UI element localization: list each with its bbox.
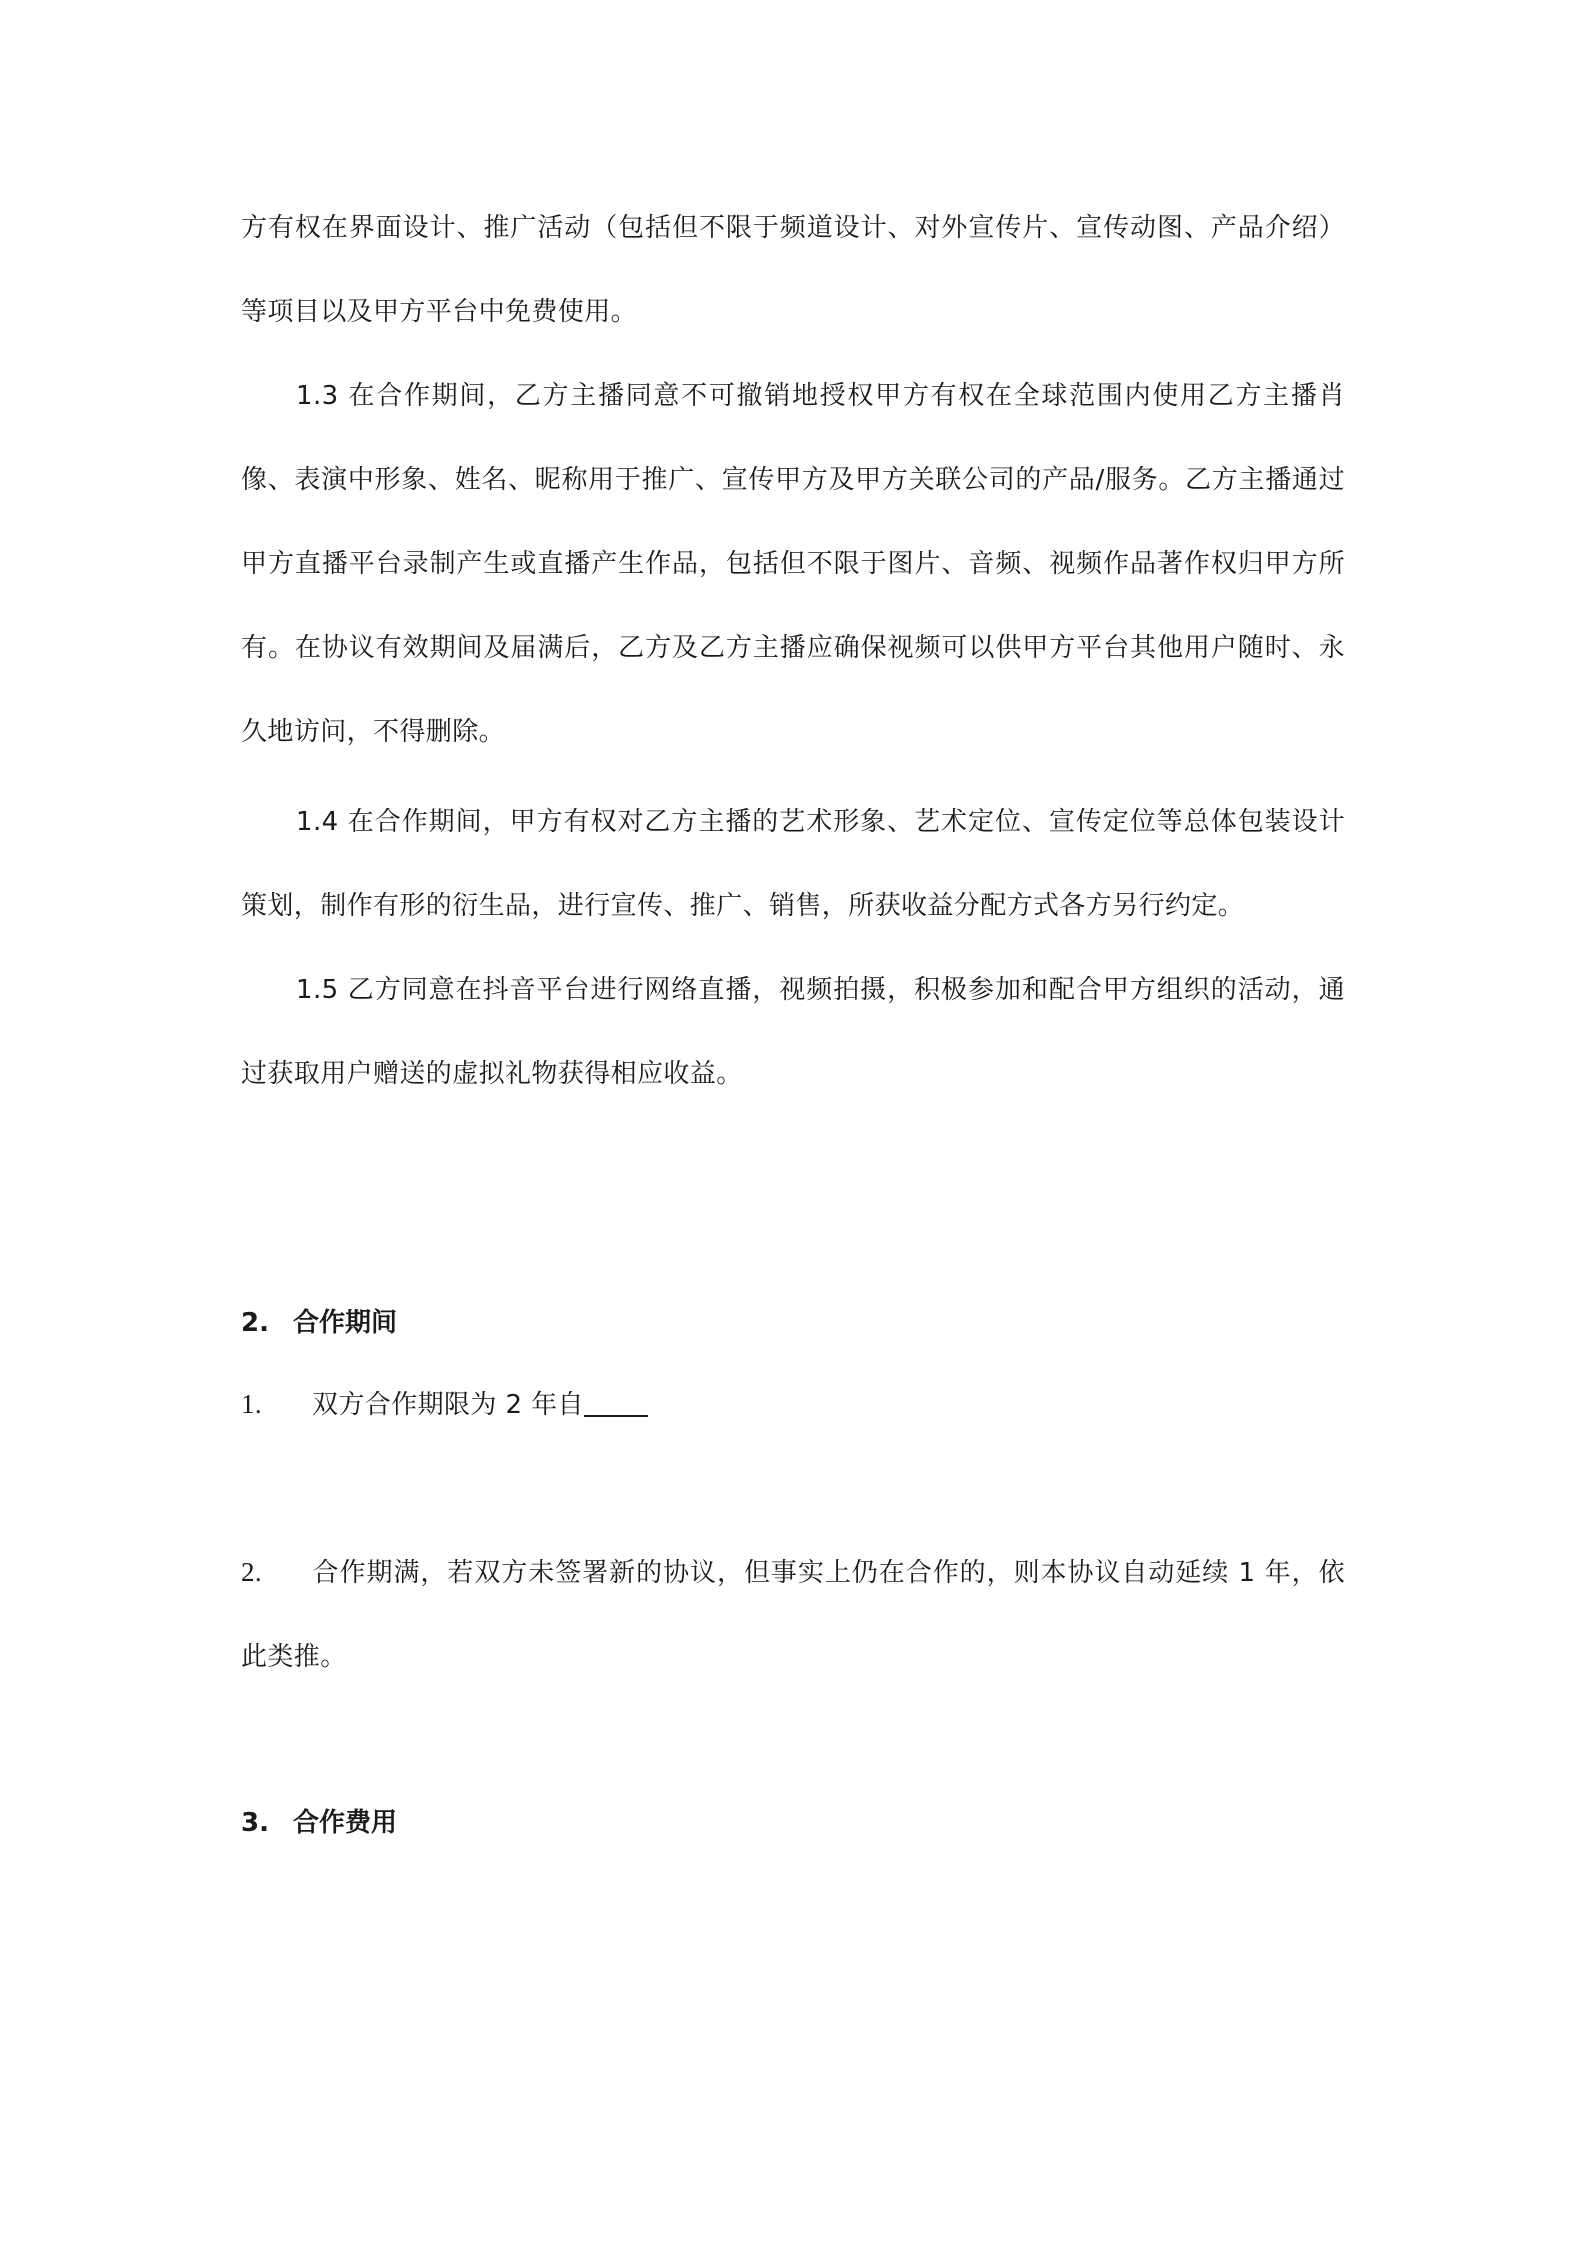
paragraph-1-3: 1.3 在合作期间，乙方主播同意不可撤销地授权甲方有权在全球范围内使用乙方主播肖像、表演中形象、姓名、昵称用于推广、宣传甲方及甲方关联公司的产品/服务。乙方主播通过甲方直播平台录制产生或直播产生作品，包括但不限于图片、音频、视频作品著作权归甲方所有。在协议有效期间及届满后，乙方及乙方主播应确保视频可以供甲方平台其他用户随时、永久地访问，不得删除。 <box>241 381 1345 747</box>
section-2-heading <box>241 1303 397 1343</box>
paragraph-1-4: 1.4 在合作期间，甲方有权对乙方主播的艺术形象、艺术定位、宣传定位等总体包装设计策划，制作有形的衍生品，进行宣传、推广、销售，所获收益分配方式各方另行约定。 <box>241 807 1345 921</box>
section-2-item-1-text: 双方合作期限为 2 年自 <box>312 1390 584 1420</box>
paragraph-intro: 方有权在界面设计、推广活动（包括但不限于频道设计、对外宣传片、宣传动图、产品介绍）等项目以及甲方平台中免费使用。 <box>241 213 1345 327</box>
section-2-title: 合作期间 <box>293 1308 398 1338</box>
section-2-item-2-text: 合作期满，若双方未签署新的协议，但事实上仍在合作的，则本协议自动延续 1 年，依此类推。 <box>241 1558 1345 1672</box>
blank-fill-line <box>584 1387 648 1417</box>
section-2-item-2 <box>241 1530 1345 1699</box>
section-3-number: 3. <box>241 1808 269 1838</box>
paragraph-1-5: 1.5 乙方同意在抖音平台进行网络直播，视频拍摄，积极参加和配合甲方组织的活动，通过获取用户赠送的虚拟礼物获得相应收益。 <box>241 975 1345 1089</box>
section-2-item-1-number: 1. <box>241 1389 263 1419</box>
section-2-number: 2. <box>241 1308 269 1338</box>
section-3-title: 合作费用 <box>293 1808 398 1838</box>
section-2-item-2-number: 2. <box>241 1557 263 1587</box>
section-3-heading <box>241 1803 397 1843</box>
section-2-item-1 <box>241 1362 1345 1447</box>
